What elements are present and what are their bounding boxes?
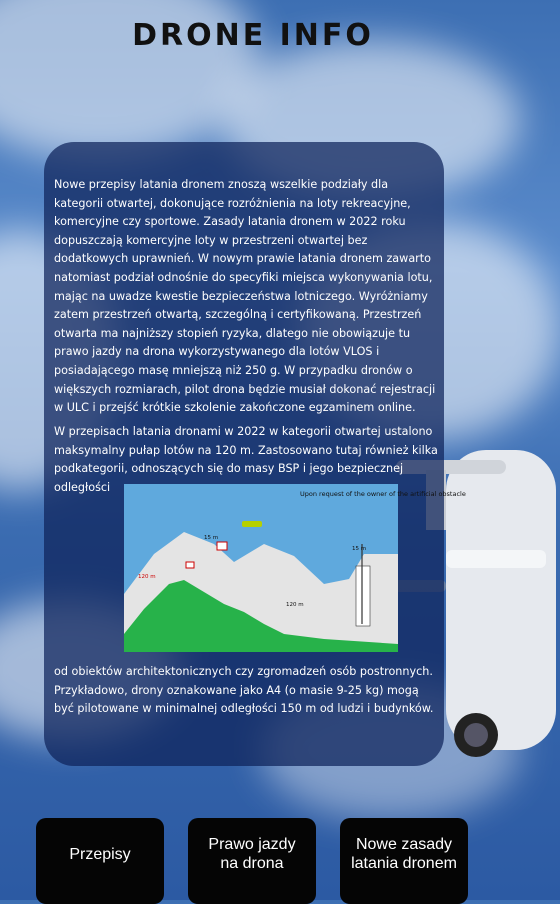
diagram-label-right: 15 m [352,546,367,552]
nowe-zasady-button[interactable]: Nowe zasady latania dronem [340,818,468,904]
info-paragraph-2: W przepisach latania dronami w 2022 w kategorii otwartej ustalono maksymalny pułap lotów na 120 m. Zastosowano tutaj również kilka podkategorii, odnoszących się do masy BSP i jego bezpiecznej odległości [54,425,438,494]
diagram-label-left: 120 m [138,574,156,580]
page-title: DRONE INFO [132,18,374,53]
diagram-label-top: 15 m [204,535,219,541]
prawo-jazdy-button[interactable]: Prawo jazdy na drona [188,818,316,904]
przepisy-button[interactable]: Przepisy [36,818,164,904]
info-paragraph-1: Nowe przepisy latania dronem znoszą wszelkie podziały dla kategorii otwartej, dokonujące rozróżnienia na loty rekreacyjne, komercyjne czy sportowe. Zasady latania dronem w 2022 roku dopuszczają komercyjne loty w przestrzeni otwartej bez dodatkowych uprawnień. W nowym prawie latania dronem zawarto natomiast podział odnośnie do specyfiki miejsca wykonywania lotu, mając na uwadze kwestie bezpieczeństwa lotniczego. Wyróżniamy zatem przestrzeń otwartą, szczególną i certyfikowaną. Przestrzeń otwarta ma najniższy stopień ryzyka, dlatego nie obowiązuje tu prawo jazdy na drona wykorzystywanego dla lotów VLOS i posiadającego masę mniejszą niż 250 g. W przypadku dronów o większych rozmiarach, pilot drona będzie musiał dokonać rejestracji w ULC i przejść krótkie szkolenie zakończone egzaminem online. [54,178,436,415]
diagram-label-mid: 120 m [286,602,304,608]
airspace-diagram [124,484,466,652]
diagram-caption: Upon request of the owner of the artificial obstacle [300,490,466,498]
info-paragraph-3: od obiektów architektonicznych czy zgromadzeń osób postronnych. Przykładowo, drony oznakowane jako A4 (o masie 9-25 kg) mogą być pilotowane w minimalnej odległości 150 m od ludzi i budynków. [54,665,434,716]
